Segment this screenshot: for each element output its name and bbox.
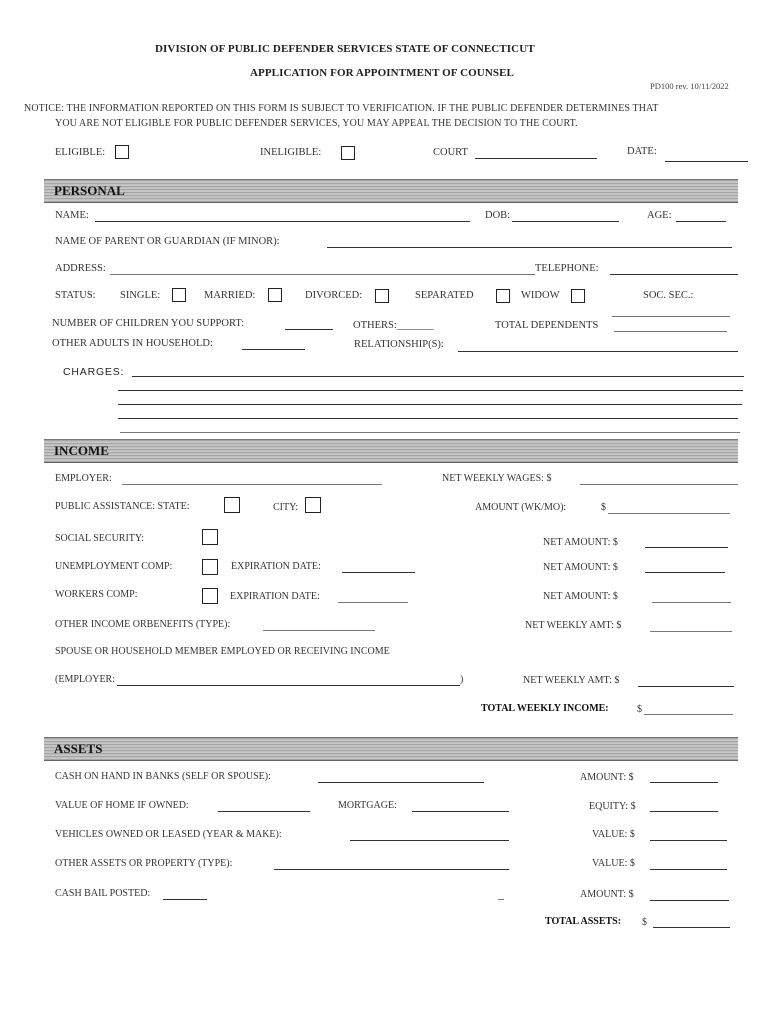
soc-sec-field[interactable] bbox=[612, 316, 730, 317]
social-security-checkbox[interactable] bbox=[202, 529, 218, 545]
expiration-date-2-field[interactable] bbox=[338, 602, 408, 603]
unemployment-checkbox[interactable] bbox=[202, 559, 218, 575]
net-weekly-wages-field[interactable] bbox=[580, 484, 738, 485]
home-value-label: VALUE OF HOME IF OWNED: bbox=[55, 800, 189, 811]
other-income-field[interactable] bbox=[263, 630, 375, 631]
net-amount-3-label: NET AMOUNT: $ bbox=[543, 591, 618, 602]
name-field[interactable] bbox=[95, 221, 470, 222]
dob-label: DOB: bbox=[485, 210, 511, 221]
other-adults-label: OTHER ADULTS IN HOUSEHOLD: bbox=[52, 338, 213, 349]
telephone-label: TELEPHONE: bbox=[535, 263, 599, 274]
name-label: NAME: bbox=[55, 210, 89, 221]
total-assets-field[interactable] bbox=[653, 927, 730, 928]
divorced-checkbox[interactable] bbox=[375, 289, 389, 303]
public-assistance-city-checkbox[interactable] bbox=[305, 497, 321, 513]
expiration-date-2-label: EXPIRATION DATE: bbox=[230, 591, 320, 602]
charges-line-5[interactable] bbox=[120, 432, 740, 433]
address-field[interactable] bbox=[110, 274, 535, 275]
age-label: AGE: bbox=[647, 210, 672, 221]
status-label: STATUS: bbox=[55, 290, 96, 301]
cash-bail-mark bbox=[498, 899, 504, 900]
other-income-label: OTHER INCOME ORBENEFITS (TYPE): bbox=[55, 619, 231, 630]
equity-field[interactable] bbox=[650, 811, 718, 812]
vehicles-field[interactable] bbox=[350, 840, 509, 841]
value-1-field[interactable] bbox=[650, 840, 727, 841]
date-label: DATE: bbox=[627, 146, 657, 157]
home-value-field[interactable] bbox=[218, 811, 310, 812]
net-weekly-amt-2-field[interactable] bbox=[638, 686, 734, 687]
amount-wkmo-field[interactable] bbox=[608, 513, 730, 514]
single-label: SINGLE: bbox=[120, 290, 161, 301]
charges-line-3[interactable] bbox=[118, 404, 742, 405]
total-dependents-field[interactable] bbox=[614, 331, 727, 332]
dob-field[interactable] bbox=[512, 221, 619, 222]
relationship-label: RELATIONSHIP(S): bbox=[354, 339, 444, 350]
spouse-employer-label: (EMPLOYER: bbox=[55, 674, 115, 685]
cash-bail-label: CASH BAIL POSTED: bbox=[55, 888, 151, 899]
court-field[interactable] bbox=[475, 158, 597, 159]
eligible-label: ELIGIBLE: bbox=[55, 147, 106, 158]
charges-label: CHARGES: bbox=[63, 366, 125, 378]
income-section-header bbox=[44, 439, 738, 463]
notice-line-1: NOTICE: THE INFORMATION REPORTED ON THIS FORM IS SUBJECT TO VERIFICATION. IF THE PUBLIC DEFENDER DETERMINES THAT bbox=[24, 103, 659, 114]
other-assets-label: OTHER ASSETS OR PROPERTY (TYPE): bbox=[55, 858, 233, 869]
widow-label: WIDOW bbox=[521, 290, 560, 301]
total-weekly-income-label: TOTAL WEEKLY INCOME: bbox=[481, 703, 609, 714]
spouse-employer-field[interactable] bbox=[117, 685, 460, 686]
unemployment-label: UNEMPLOYMENT COMP: bbox=[55, 561, 173, 572]
address-label: ADDRESS: bbox=[55, 263, 106, 274]
other-assets-field[interactable] bbox=[274, 869, 509, 870]
expiration-date-1-field[interactable] bbox=[342, 572, 415, 573]
amount-wkmo-label: AMOUNT (WK/MO): bbox=[475, 502, 567, 513]
personal-section-header bbox=[44, 179, 738, 203]
children-field[interactable] bbox=[285, 329, 333, 330]
charges-line-4[interactable] bbox=[118, 418, 738, 419]
cash-on-hand-field[interactable] bbox=[318, 782, 484, 783]
charges-line-1[interactable] bbox=[132, 376, 744, 377]
social-security-label: SOCIAL SECURITY: bbox=[55, 533, 144, 544]
total-assets-label: TOTAL ASSETS: bbox=[545, 916, 622, 927]
soc-sec-label: SOC. SEC.: bbox=[643, 290, 694, 301]
form-title: DIVISION OF PUBLIC DEFENDER SERVICES STATE OF CONNECTICUT bbox=[155, 43, 535, 55]
city-label: CITY: bbox=[273, 502, 299, 513]
charges-line-2[interactable] bbox=[118, 390, 743, 391]
value-2-label: VALUE: $ bbox=[592, 858, 635, 869]
public-assistance-label: PUBLIC ASSISTANCE: STATE: bbox=[55, 501, 190, 512]
spouse-employer-close: ) bbox=[460, 674, 464, 685]
employer-field[interactable] bbox=[122, 484, 382, 485]
revision-number: PD100 rev. 10/11/2022 bbox=[650, 81, 729, 91]
amount-2-field[interactable] bbox=[650, 900, 729, 901]
total-assets-dollar: $ bbox=[642, 917, 647, 928]
net-amount-1-field[interactable] bbox=[645, 547, 728, 548]
net-amount-2-label: NET AMOUNT: $ bbox=[543, 562, 618, 573]
ineligible-label: INELIGIBLE: bbox=[260, 147, 322, 158]
form-subtitle: APPLICATION FOR APPOINTMENT OF COUNSEL bbox=[250, 67, 514, 79]
amount-1-field[interactable] bbox=[650, 782, 718, 783]
telephone-field[interactable] bbox=[610, 274, 738, 275]
value-1-label: VALUE: $ bbox=[592, 829, 635, 840]
amount-wkmo-dollar: $ bbox=[601, 502, 606, 513]
other-adults-field[interactable] bbox=[242, 349, 305, 350]
separated-label: SEPARATED bbox=[415, 290, 474, 301]
children-label: NUMBER OF CHILDREN YOU SUPPORT: bbox=[52, 318, 245, 329]
married-label: MARRIED: bbox=[204, 290, 256, 301]
equity-label: EQUITY: $ bbox=[589, 801, 636, 812]
widow-checkbox[interactable] bbox=[571, 289, 585, 303]
date-field[interactable] bbox=[665, 161, 748, 162]
personal-heading: PERSONAL bbox=[54, 183, 125, 198]
age-field[interactable] bbox=[676, 221, 726, 222]
total-dependents-label: TOTAL DEPENDENTS bbox=[495, 320, 599, 331]
public-assistance-state-checkbox[interactable] bbox=[224, 497, 240, 513]
net-amount-3-field[interactable] bbox=[652, 602, 731, 603]
married-checkbox[interactable] bbox=[268, 288, 282, 302]
mortgage-field[interactable] bbox=[412, 811, 509, 812]
expiration-date-1-label: EXPIRATION DATE: bbox=[231, 561, 321, 572]
net-weekly-amt-1-label: NET WEEKLY AMT: $ bbox=[525, 620, 622, 631]
cash-on-hand-label: CASH ON HAND IN BANKS (SELF OR SPOUSE): bbox=[55, 771, 271, 782]
net-weekly-wages-label: NET WEEKLY WAGES: $ bbox=[442, 473, 552, 484]
net-weekly-amt-2-label: NET WEEKLY AMT: $ bbox=[523, 675, 620, 686]
parent-guardian-label: NAME OF PARENT OR GUARDIAN (IF MINOR): bbox=[55, 236, 280, 247]
single-checkbox[interactable] bbox=[172, 288, 186, 302]
others-label: OTHERS:_______ bbox=[353, 320, 434, 331]
net-amount-1-label: NET AMOUNT: $ bbox=[543, 537, 618, 548]
separated-checkbox[interactable] bbox=[496, 289, 510, 303]
workers-comp-label: WORKERS COMP: bbox=[55, 589, 138, 600]
vehicles-label: VEHICLES OWNED OR LEASED (YEAR & MAKE): bbox=[55, 829, 282, 840]
parent-guardian-field[interactable] bbox=[327, 247, 732, 248]
total-weekly-income-dollar: $ bbox=[637, 704, 642, 715]
ineligible-checkbox[interactable] bbox=[341, 146, 355, 160]
amount-2-label: AMOUNT: $ bbox=[580, 889, 634, 900]
amount-1-label: AMOUNT: $ bbox=[580, 772, 634, 783]
mortgage-label: MORTGAGE: bbox=[338, 800, 397, 811]
cash-bail-field[interactable] bbox=[163, 899, 207, 900]
assets-heading: ASSETS bbox=[54, 741, 103, 756]
total-weekly-income-field[interactable] bbox=[644, 714, 733, 715]
workers-comp-checkbox[interactable] bbox=[202, 588, 218, 604]
spouse-income-label: SPOUSE OR HOUSEHOLD MEMBER EMPLOYED OR RECEIVING INCOME bbox=[55, 646, 390, 657]
notice-line-2: YOU ARE NOT ELIGIBLE FOR PUBLIC DEFENDER SERVICES, YOU MAY APPEAL THE DECISION TO THE COURT. bbox=[55, 118, 578, 129]
value-2-field[interactable] bbox=[650, 869, 727, 870]
net-amount-2-field[interactable] bbox=[645, 572, 725, 573]
court-label: COURT bbox=[433, 147, 468, 158]
assets-section-header bbox=[44, 737, 738, 761]
eligible-checkbox[interactable] bbox=[115, 145, 129, 159]
divorced-label: DIVORCED: bbox=[305, 290, 363, 301]
net-weekly-amt-1-field[interactable] bbox=[650, 631, 732, 632]
income-heading: INCOME bbox=[54, 443, 109, 458]
relationship-field[interactable] bbox=[458, 351, 738, 352]
employer-label: EMPLOYER: bbox=[55, 473, 112, 484]
